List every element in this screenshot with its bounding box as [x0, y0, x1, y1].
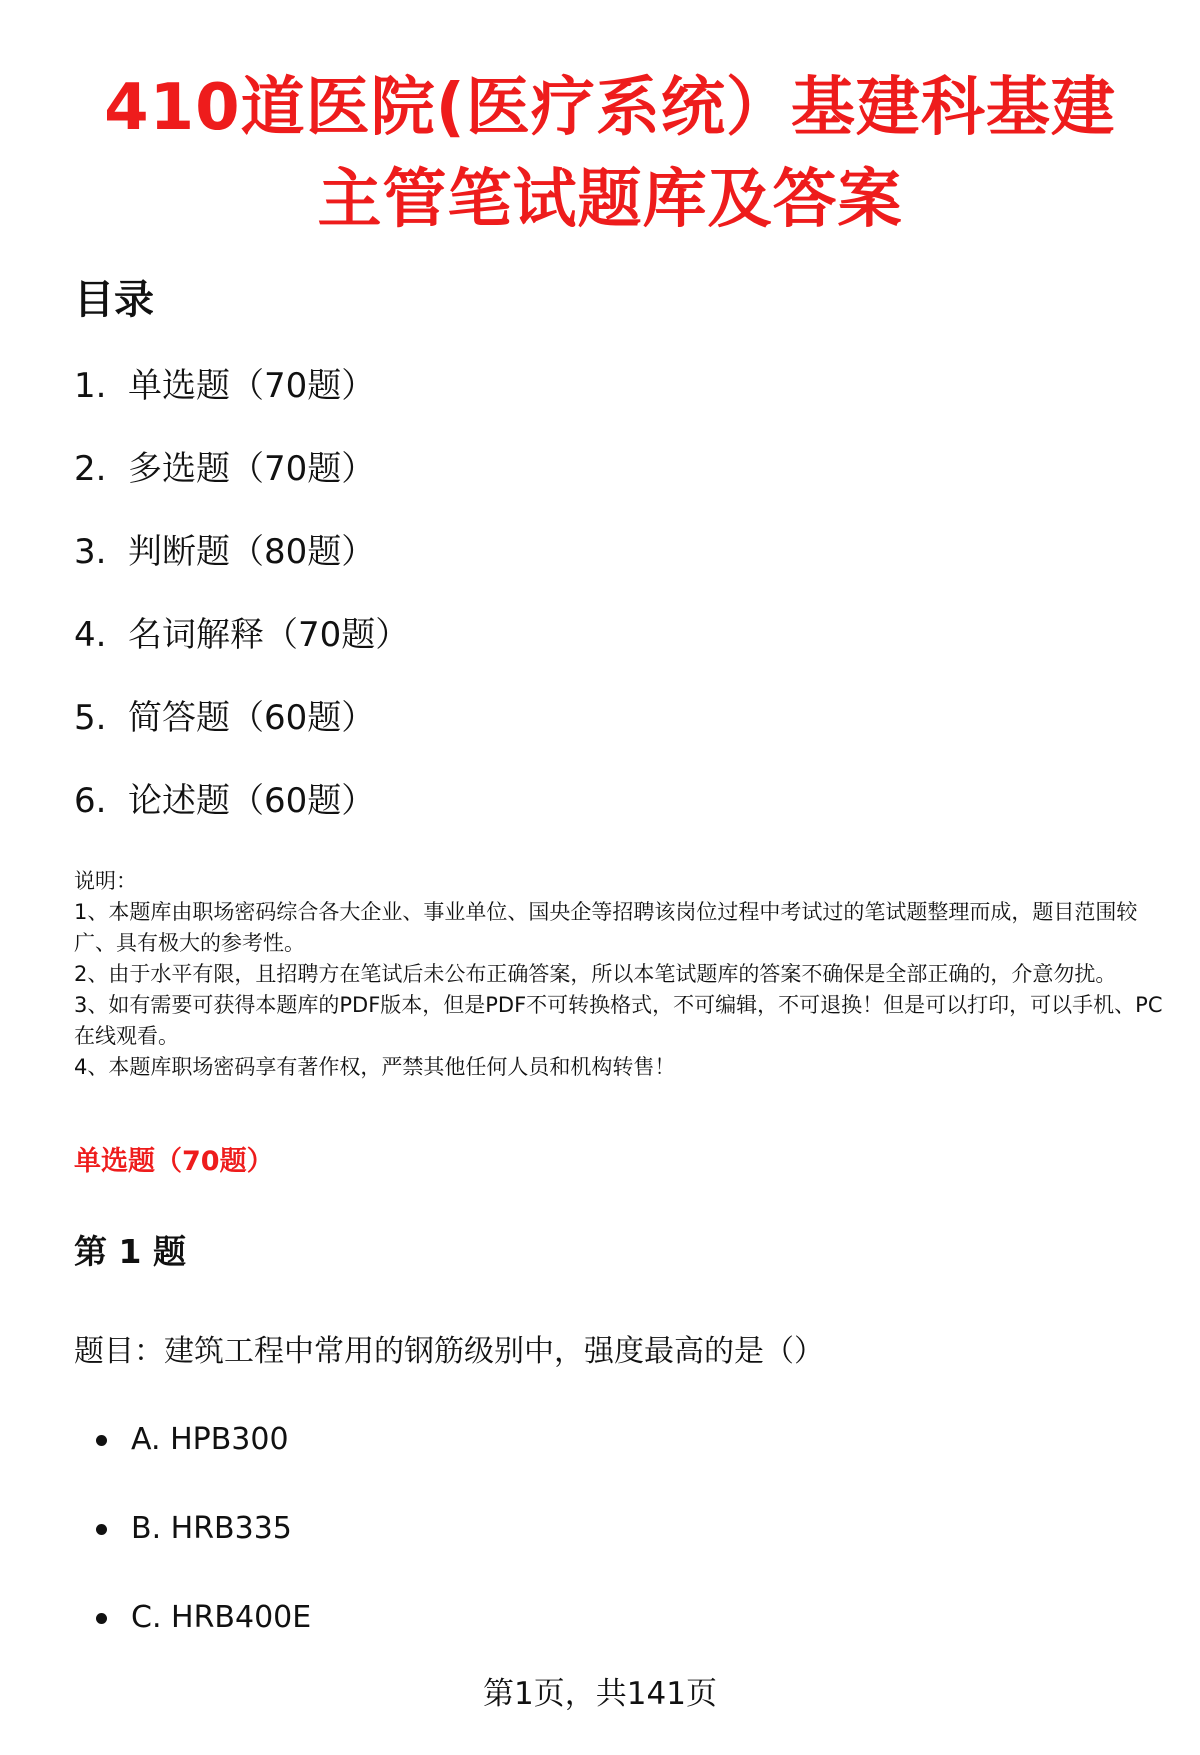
toc-item[interactable]	[74, 777, 409, 860]
toc-item[interactable]	[74, 694, 409, 777]
page-footer: 第1页，共141页	[483, 1676, 717, 1712]
toc-item-number: 2.	[74, 449, 107, 489]
toc-item-label: 论述题（60题）	[128, 781, 376, 821]
title-line-2: 主管笔试题库及答案	[317, 163, 903, 237]
section-label: 单选题（70题）	[74, 1146, 274, 1177]
toc-item-number: 3.	[74, 532, 107, 572]
option-item[interactable]	[96, 1418, 311, 1507]
toc-item[interactable]	[74, 611, 409, 694]
toc-item[interactable]	[74, 445, 409, 528]
option-label: A. HPB300	[131, 1422, 289, 1457]
answer-options	[96, 1418, 311, 1685]
note-item: 1、本题库由职场密码综合各大企业、事业单位、国央企等招聘该岗位过程中考试过的笔试题整理而成，题目范围较广、具有极大的参考性。	[74, 900, 1138, 955]
toc-item-number: 4.	[74, 615, 107, 655]
toc-heading: 目录	[74, 277, 154, 323]
note-item: 2、由于水平有限，且招聘方在笔试后未公布正确答案，所以本笔试题库的答案不确保是全部正确的，介意勿扰。	[74, 962, 1117, 986]
bullet-icon	[96, 1435, 107, 1446]
toc-item-label: 多选题（70题）	[128, 449, 376, 489]
document-title	[40, 62, 1180, 246]
option-item[interactable]	[96, 1507, 311, 1596]
title-line-1: 410道医院(医疗系统）基建科基建	[104, 71, 1116, 145]
toc-item-label: 单选题（70题）	[128, 366, 376, 406]
table-of-contents	[74, 362, 409, 860]
toc-item-label: 简答题（60题）	[128, 698, 376, 738]
toc-item-number: 1.	[74, 366, 107, 406]
notes-heading: 说明：	[74, 869, 137, 893]
toc-item[interactable]	[74, 362, 409, 445]
toc-item-label: 判断题（80题）	[128, 532, 376, 572]
option-label: B. HRB335	[131, 1511, 292, 1546]
notes-block	[74, 866, 1164, 1083]
bullet-icon	[96, 1613, 107, 1624]
toc-item-number: 5.	[74, 698, 107, 738]
question-number: 第 1 题	[74, 1232, 186, 1271]
toc-item[interactable]	[74, 528, 409, 611]
toc-item-label: 名词解释（70题）	[128, 615, 410, 655]
note-item: 3、如有需要可获得本题库的PDF版本，但是PDF不可转换格式，不可编辑，不可退换！但是可以打印，可以手机、PC在线观看。	[74, 993, 1163, 1048]
question-text: 题目：建筑工程中常用的钢筋级别中，强度最高的是（）	[74, 1334, 824, 1369]
bullet-icon	[96, 1524, 107, 1535]
note-item: 4、本题库职场密码享有著作权，严禁其他任何人员和机构转售！	[74, 1055, 676, 1079]
option-label: C. HRB400E	[131, 1600, 312, 1635]
toc-item-number: 6.	[74, 781, 107, 821]
